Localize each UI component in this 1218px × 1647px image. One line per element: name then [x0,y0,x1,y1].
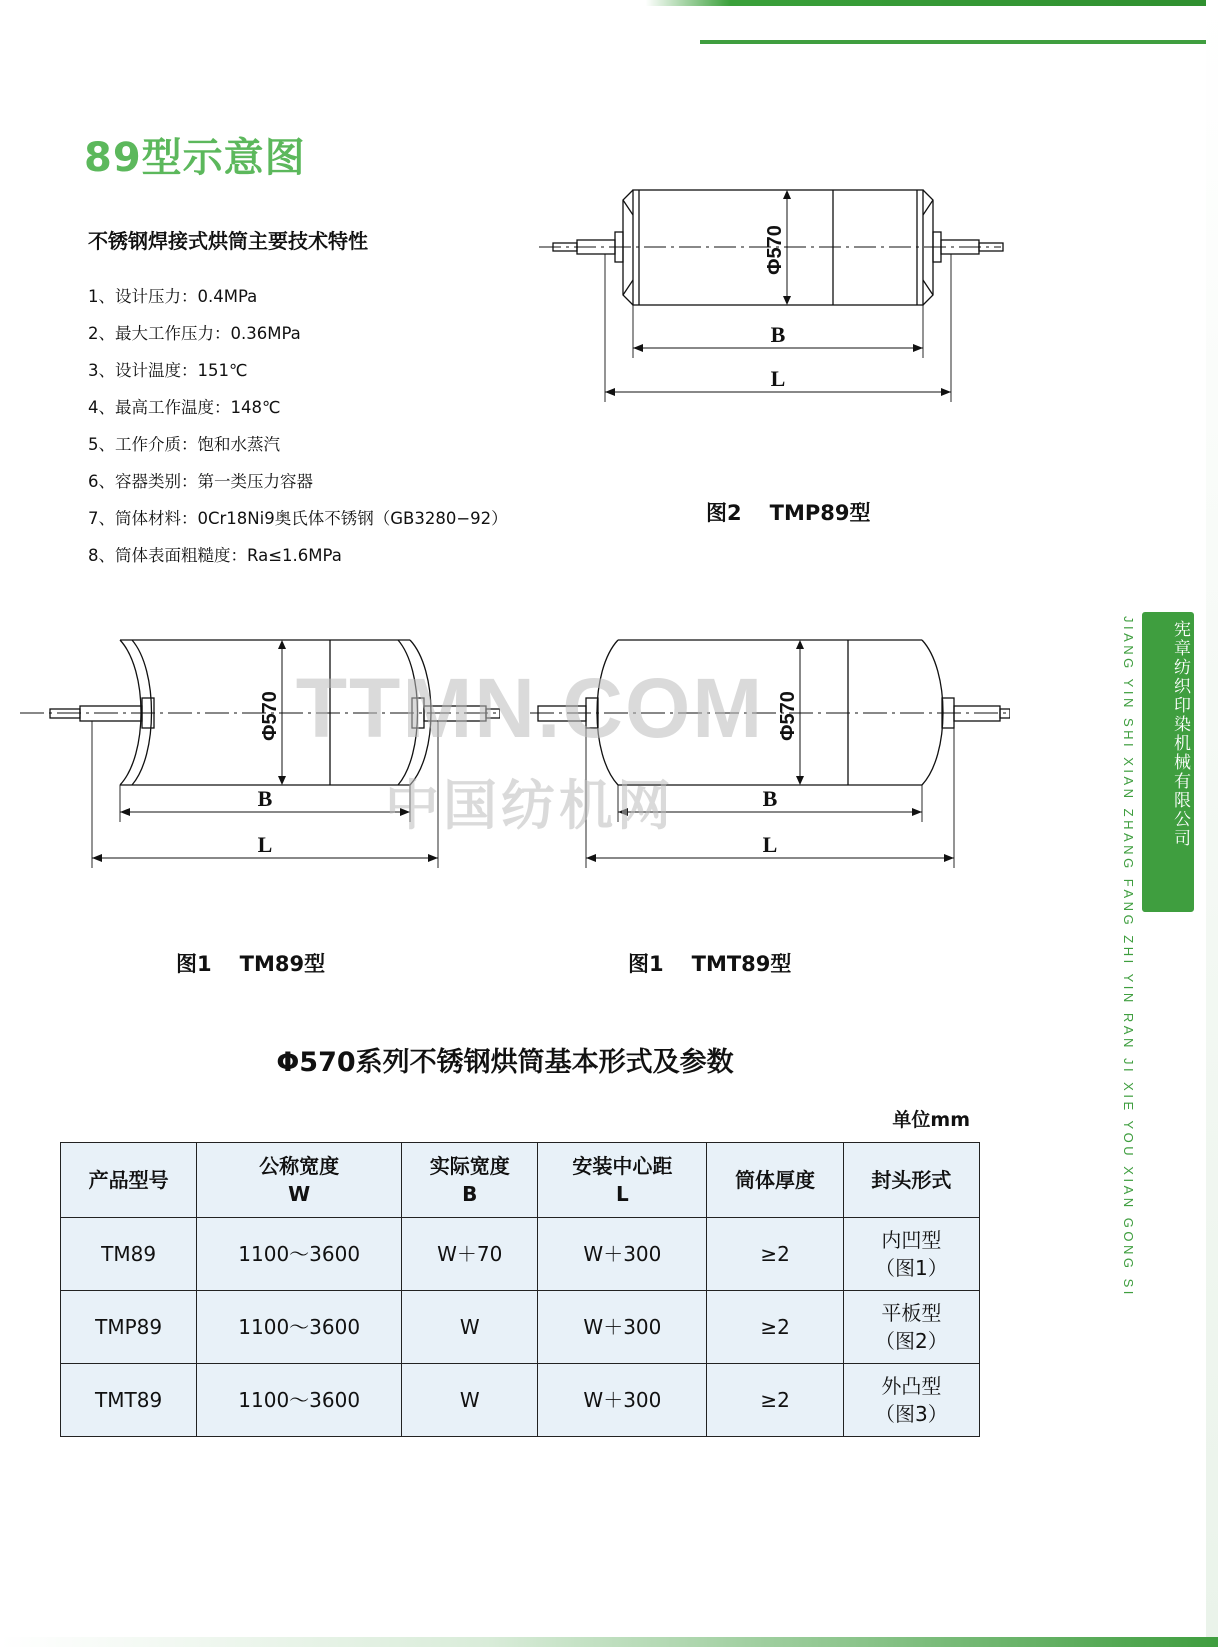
cell-model: TMP89 [61,1291,197,1364]
cell-head-type: 外凸型 （图3） [843,1364,979,1437]
cell-actual-width: W [402,1364,538,1437]
table-row [61,1218,980,1291]
cell-center-distance: W＋300 [538,1218,707,1291]
cell-nominal-width: 1100～3600 [197,1218,402,1291]
column-header-nominal-width: 公称宽度 W [197,1143,402,1218]
fig2-dim-b-label: B [770,322,786,347]
cell-center-distance: W＋300 [538,1364,707,1437]
company-name-pinyin-vertical: JIANG YIN SHI XIAN ZHANG FANG ZHI YIN RAN JI XIE YOU XIAN GONG SI [1121,616,1136,1298]
fig3-label: 图1 [628,952,664,976]
fig3-diameter-label: Φ570 [777,691,799,741]
cell-center-distance: W＋300 [538,1291,707,1364]
list-item: 4、最高工作温度：148℃ [88,398,281,417]
table-unit-note: 单位mm [892,1109,970,1131]
fig2-diameter-label: Φ570 [764,225,786,275]
column-header-actual-width: 实际宽度 B [402,1143,538,1218]
watermark-site: TTMN.COM [295,661,765,755]
cell-shell-thickness: ≥2 [707,1291,843,1364]
fig3-dim-b-label: B [762,786,778,811]
company-name-vertical: 宪章纺织印染机械有限公司 [1170,620,1190,848]
figure-caption-tm89 [176,948,325,978]
right-edge-gradient [1206,0,1218,1647]
fig2-label: 图2 [706,501,742,525]
figure-caption-tmt89 [628,948,791,978]
list-item: 2、最大工作压力：0.36MPa [88,324,301,343]
fig1-dim-b-label: B [257,786,273,811]
page-title: 89型示意图 [84,135,306,181]
figure-tmt89-drawing [530,610,1010,890]
figure-tm89-drawing [20,610,500,890]
list-item: 3、设计温度：151℃ [88,361,248,380]
cell-actual-width: W [402,1291,538,1364]
fig1-label: 图1 [176,952,212,976]
fig1-name: TM89型 [239,952,326,976]
fig2-name: TMP89型 [769,501,871,525]
column-header-center-distance: 安装中心距 L [538,1143,707,1218]
cell-head-type: 内凹型 （图1） [843,1218,979,1291]
list-item: 5、工作介质：饱和水蒸汽 [88,435,280,454]
technical-spec-list [88,278,608,574]
cell-model: TMT89 [61,1364,197,1437]
fig3-name: TMT89型 [691,952,792,976]
cell-nominal-width: 1100～3600 [197,1291,402,1364]
parameters-table [60,1142,980,1437]
fig3-dim-l-label: L [762,832,778,857]
column-header-model: 产品型号 [61,1143,197,1218]
top-border-accent [700,40,1218,44]
column-header-shell-thickness: 筒体厚度 [707,1143,843,1218]
list-item: 8、筒体表面粗糙度：Ra≤1.6MPa [88,546,342,565]
cell-shell-thickness: ≥2 [707,1218,843,1291]
list-item: 7、筒体材料：0Cr18Ni9奥氏体不锈钢（GB3280−92） [88,509,508,528]
bottom-border-band [0,1637,1218,1647]
top-border-band [0,0,1218,6]
cell-model: TM89 [61,1218,197,1291]
fig1-dim-l-label: L [257,832,273,857]
cell-head-type: 平板型 （图2） [843,1291,979,1364]
table-title: Φ570系列不锈钢烘筒基本形式及参数 [276,1047,734,1078]
fig1-diameter-label: Φ570 [259,691,281,741]
cell-shell-thickness: ≥2 [707,1364,843,1437]
cell-nominal-width: 1100～3600 [197,1364,402,1437]
column-header-head-type: 封头形式 [843,1143,979,1218]
cell-actual-width: W＋70 [402,1218,538,1291]
table-row [61,1364,980,1437]
list-item: 1、设计压力：0.4MPa [88,287,258,306]
figure-tmp89-drawing [535,170,1005,430]
table-header-row [61,1143,980,1218]
list-item: 6、容器类别：第一类压力容器 [88,472,313,491]
watermark-site-cn: 中国纺机网 [385,774,675,837]
fig2-dim-l-label: L [770,366,786,391]
section-subtitle: 不锈钢焊接式烘筒主要技术特性 [88,229,368,253]
table-row [61,1291,980,1364]
figure-caption-tmp89 [706,497,870,527]
